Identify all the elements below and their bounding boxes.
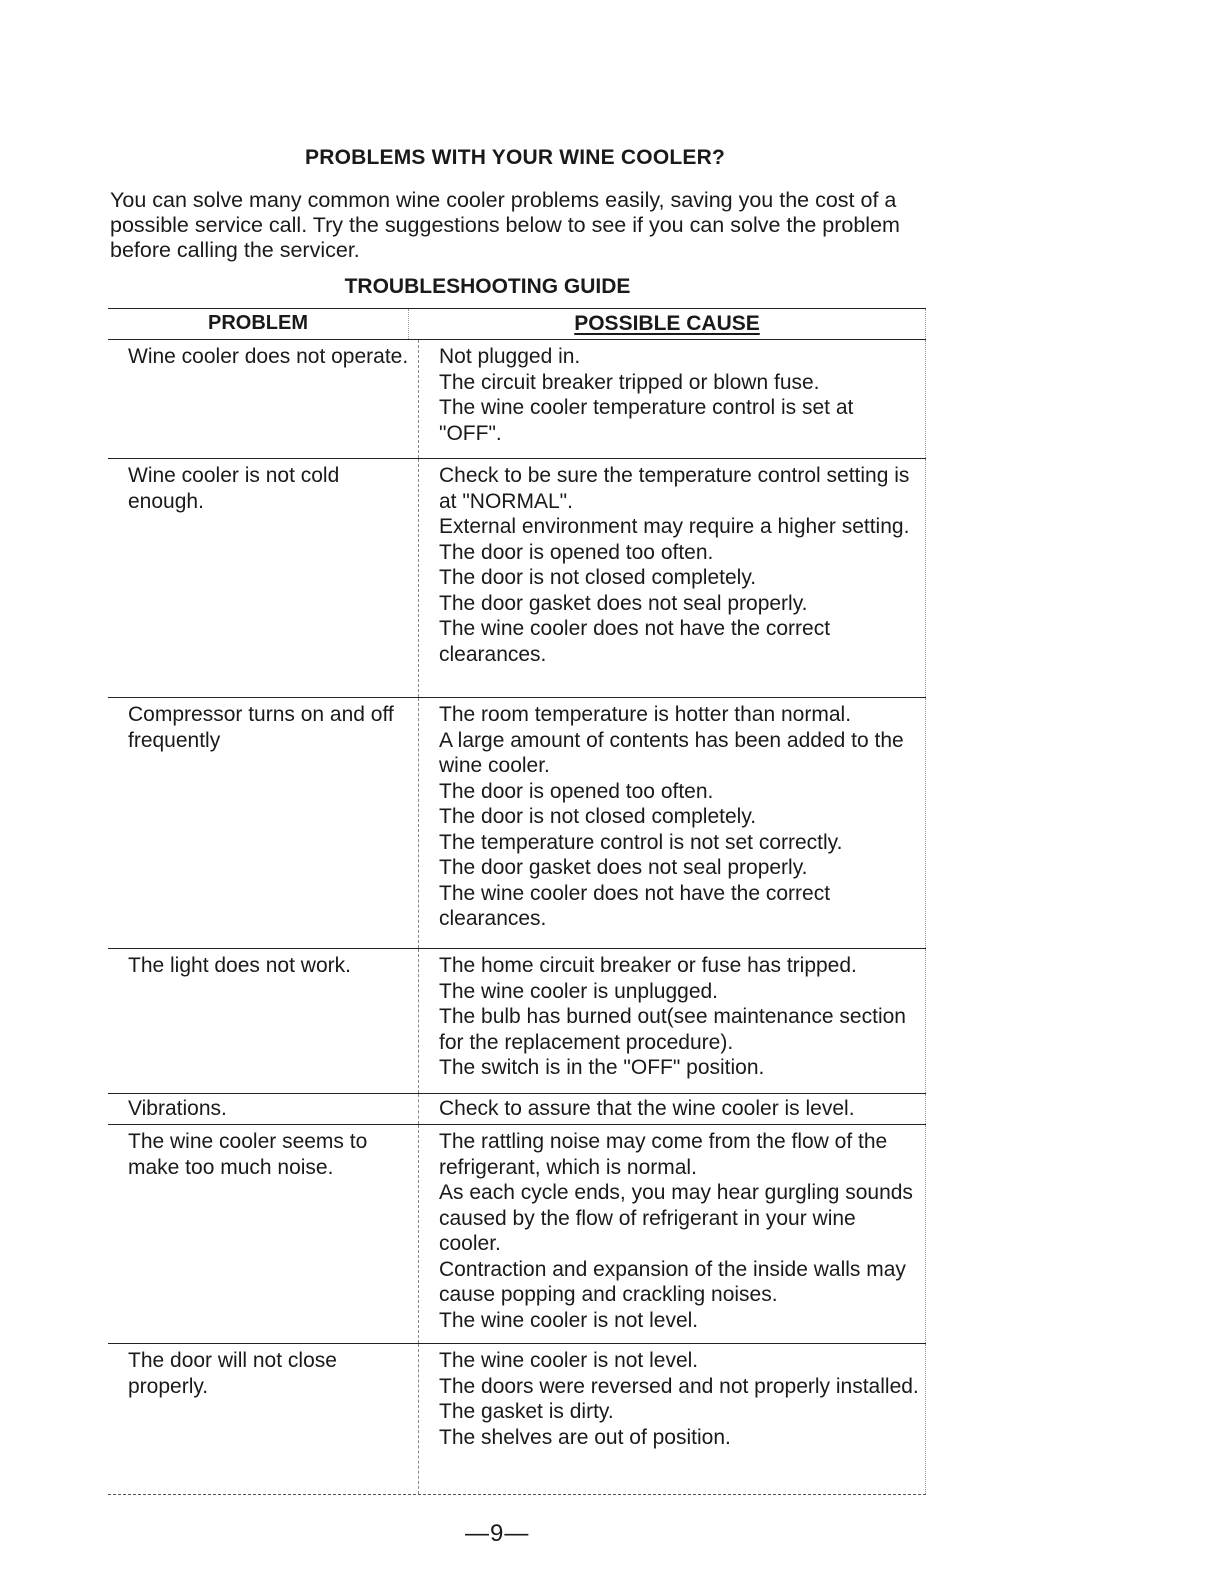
causes-cell (419, 698, 926, 948)
table-row (108, 1094, 926, 1125)
table-row (108, 1344, 926, 1494)
causes-cell (419, 1125, 926, 1343)
cause-item: The door is not closed completely. (439, 566, 757, 589)
cause-item: The door gasket does not seal properly. (439, 856, 808, 879)
cause-item: The home circuit breaker or fuse has tripped. (439, 954, 857, 977)
cause-item: The rattling noise may come from the flow of the refrigerant, which is normal. (439, 1130, 888, 1179)
header-possible-cause: POSSIBLE CAUSE (409, 309, 926, 339)
cause-item: As each cycle ends, you may hear gurgling sounds caused by the flow of refrigerant in your wine cooler. (439, 1181, 913, 1255)
table-row (108, 949, 926, 1094)
problem-cell: The light does not work. (108, 949, 419, 1093)
cause-item: The wine cooler is not level. (439, 1308, 699, 1332)
cause-item: Check to assure that the wine cooler is level. (439, 1097, 855, 1120)
troubleshooting-table (108, 308, 926, 1495)
cause-item: The wine cooler is not level. (439, 1349, 699, 1372)
cause-item: The temperature control is not set correctly. (439, 830, 843, 854)
table-header (108, 309, 926, 340)
page-number: —9— (465, 1520, 530, 1547)
page-title: PROBLEMS WITH YOUR WINE COOLER? (305, 146, 725, 169)
troubleshooting-guide-title: TROUBLESHOOTING GUIDE (344, 275, 631, 298)
causes-cell (419, 1344, 926, 1494)
cause-item: The shelves are out of position. (439, 1425, 731, 1449)
problem-cell: Vibrations. (108, 1094, 419, 1124)
header-problem: PROBLEM (108, 309, 409, 339)
causes-cell (419, 949, 926, 1093)
problem-cell: Compressor turns on and off frequently (108, 698, 419, 948)
cause-item: A large amount of contents has been added to the wine cooler. (439, 728, 904, 777)
table-row (108, 340, 926, 459)
cause-item: The door is opened too often. (439, 779, 714, 803)
cause-item: The door is not closed completely. (439, 805, 757, 828)
problem-cell: The door will not close properly. (108, 1344, 419, 1494)
cause-item: The circuit breaker tripped or blown fuse. (439, 370, 820, 394)
cause-item: The wine cooler does not have the correct clearances. (439, 881, 831, 930)
cause-item: The wine cooler is unplugged. (439, 979, 719, 1003)
problem-cell: The wine cooler seems to make too much noise. (108, 1125, 419, 1343)
cause-item: The switch is in the "OFF" position. (439, 1056, 765, 1079)
cause-item: Check to be sure the temperature control setting is at "NORMAL". (439, 464, 910, 513)
cause-item: The wine cooler temperature control is set at "OFF". (439, 396, 854, 445)
cause-item: The gasket is dirty. (439, 1400, 614, 1423)
causes-cell (419, 1094, 926, 1124)
cause-item: The wine cooler does not have the correct clearances. (439, 617, 831, 666)
table-row (108, 698, 926, 949)
causes-cell (419, 459, 926, 697)
cause-item: The door gasket does not seal properly. (439, 591, 808, 615)
cause-item: External environment may require a higher setting. (439, 515, 910, 538)
cause-item: Contraction and expansion of the inside walls may cause popping and crackling noises. (439, 1257, 906, 1306)
causes-cell (419, 340, 926, 458)
cause-item: Not plugged in. (439, 345, 581, 368)
intro-paragraph: You can solve many common wine cooler problems easily, saving you the cost of a possible service call. Try the suggestions below to see if you can solve the problem before calling the servicer. (110, 188, 900, 262)
table-row (108, 1125, 926, 1344)
cause-item: The bulb has burned out(see maintenance section for the replacement procedure). (439, 1005, 906, 1054)
problem-cell: Wine cooler does not operate. (108, 340, 419, 458)
cause-item: The door is opened too often. (439, 540, 714, 564)
cause-item: The room temperature is hotter than normal. (439, 703, 852, 726)
cause-item: The doors were reversed and not properly installed. (439, 1374, 919, 1398)
problem-cell: Wine cooler is not cold enough. (108, 459, 419, 697)
table-row (108, 459, 926, 698)
